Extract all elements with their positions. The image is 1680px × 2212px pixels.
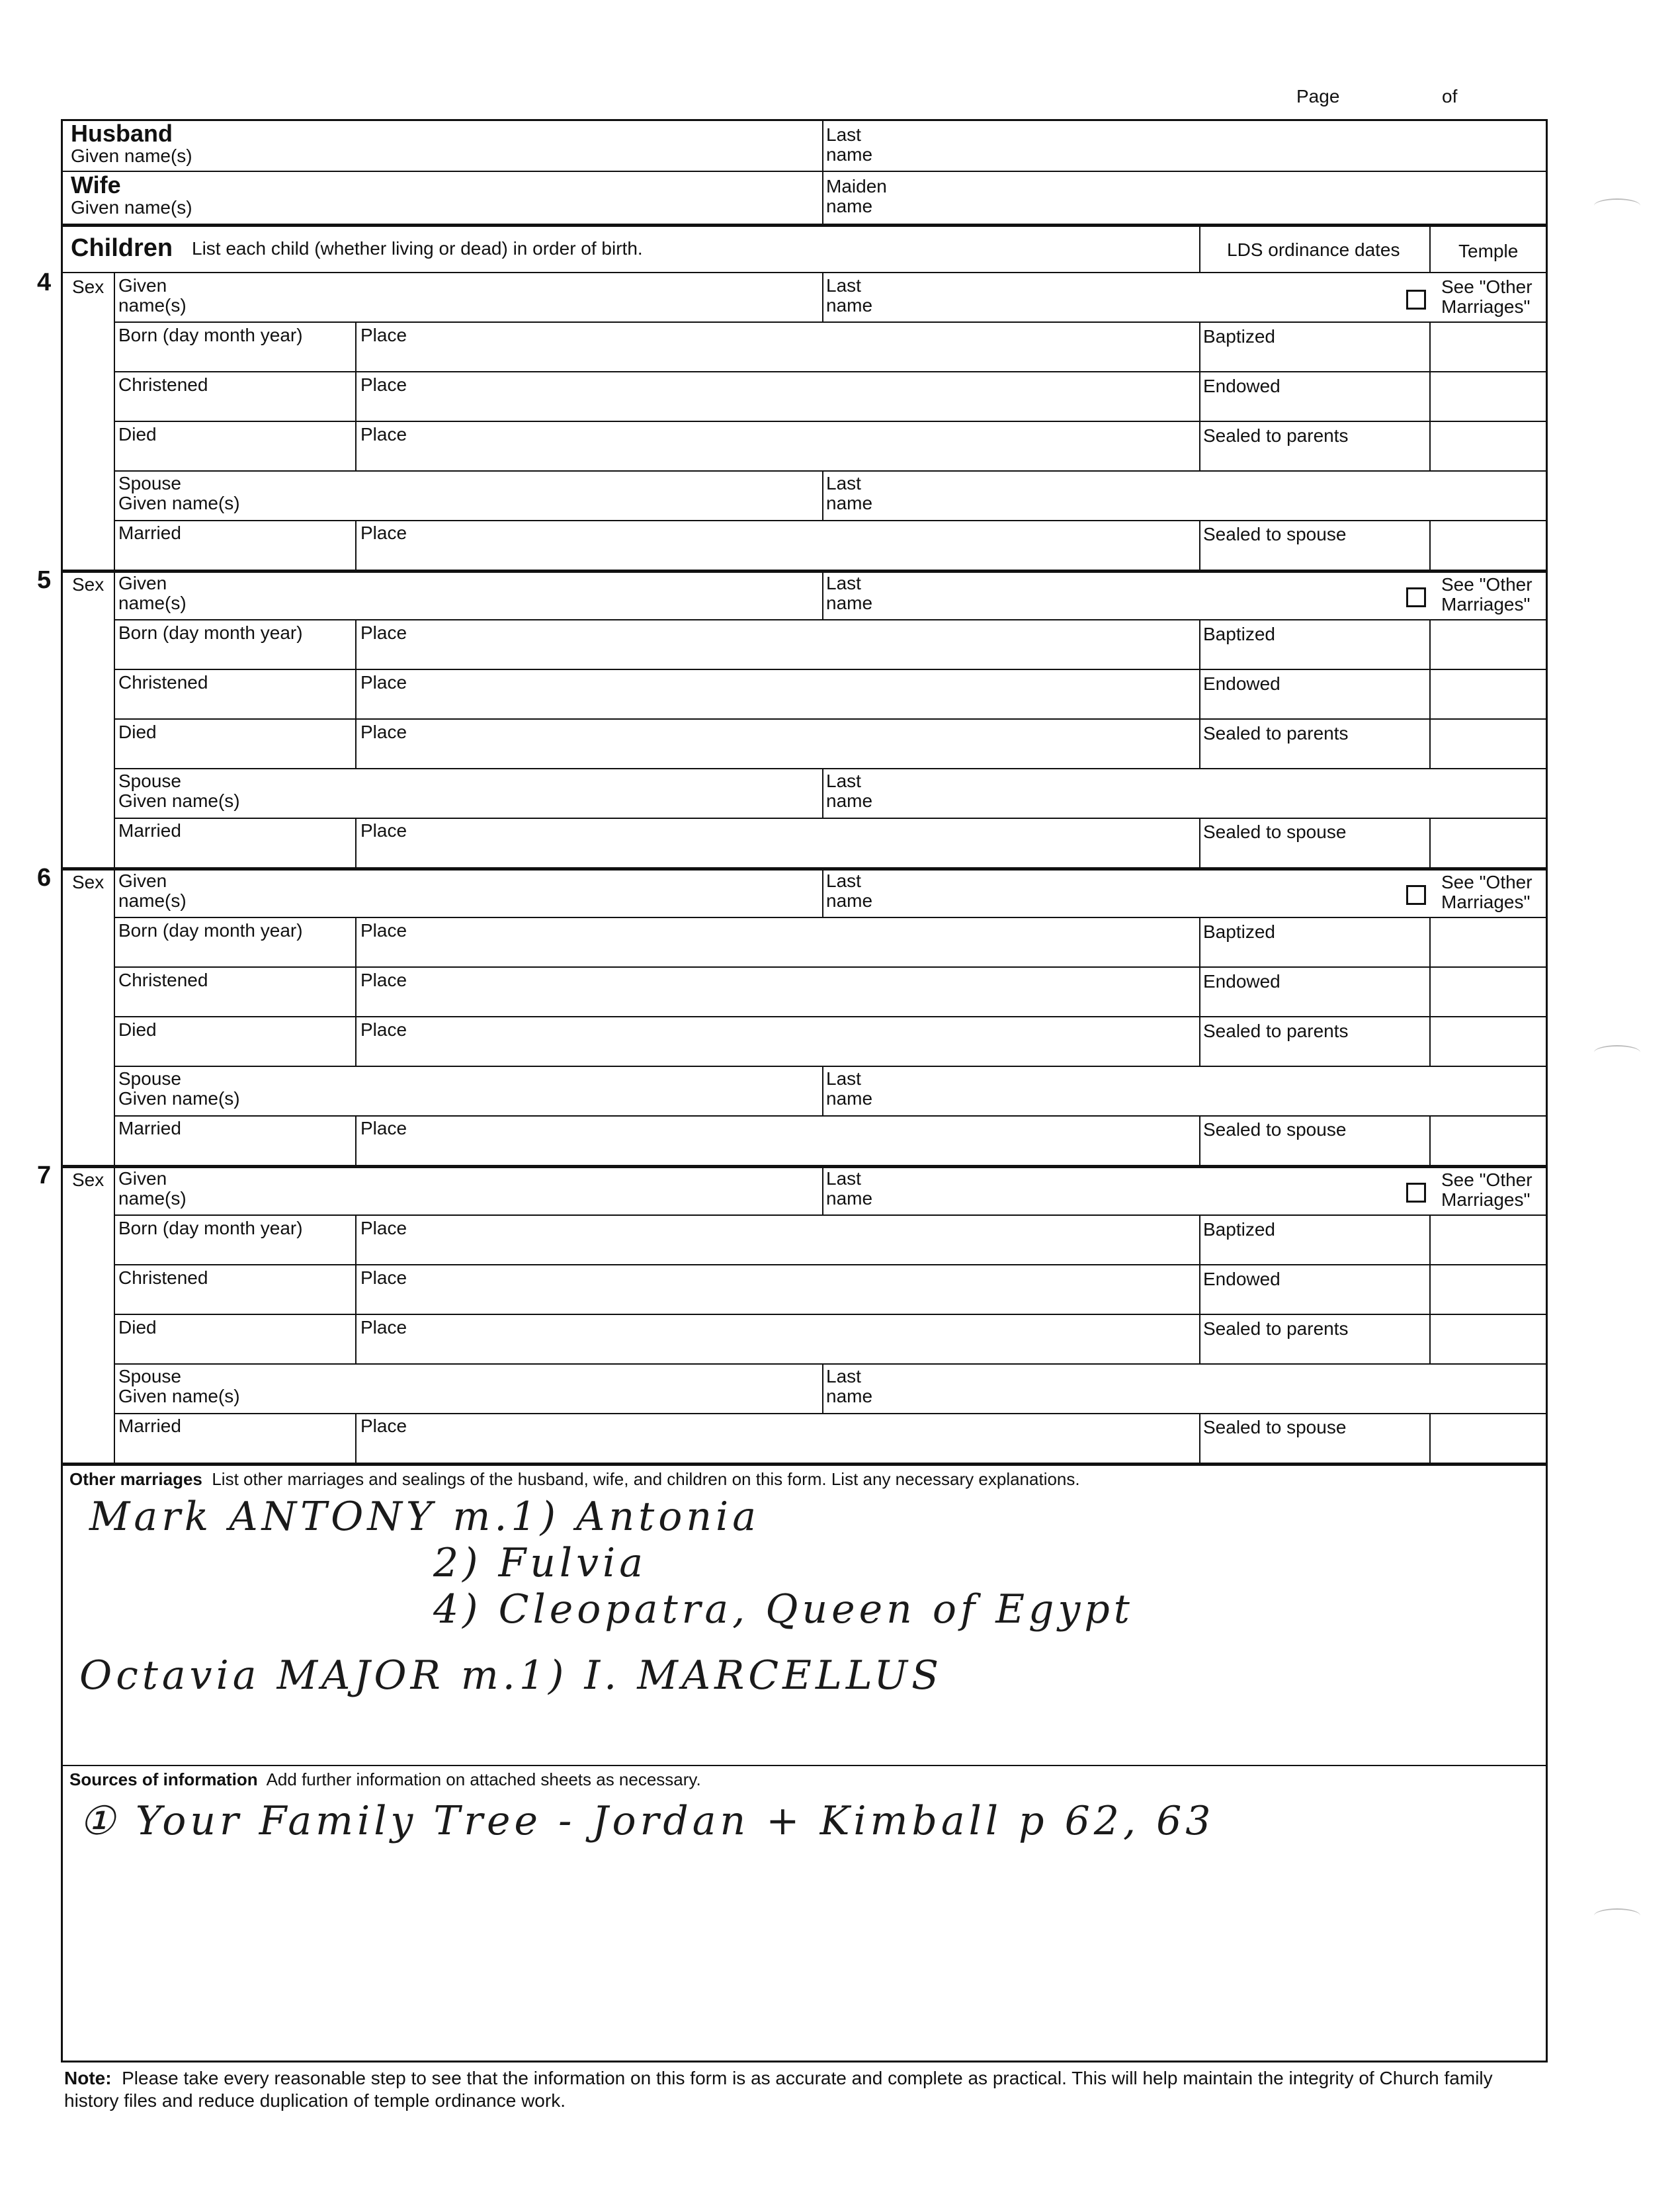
divider xyxy=(822,470,823,520)
place-label: Place xyxy=(360,374,407,395)
see-other-marriages-label: See "Other Marriages" xyxy=(1441,276,1533,317)
married-label: Married xyxy=(118,820,181,841)
sealed-to-parents-label: Sealed to parents xyxy=(1203,1021,1349,1041)
sealed-to-spouse-label: Sealed to spouse xyxy=(1203,822,1347,842)
place-label: Place xyxy=(360,1416,407,1436)
christened-label: Christened xyxy=(118,672,208,693)
last-label: Last name xyxy=(826,1068,873,1109)
died-label: Died xyxy=(118,424,157,445)
divider xyxy=(63,171,1546,172)
divider xyxy=(114,1363,1546,1365)
divider xyxy=(1429,1214,1431,1363)
divider xyxy=(114,1214,1546,1216)
last-label: Last name xyxy=(826,871,873,911)
husband-last-label: Last name xyxy=(826,124,873,165)
divider xyxy=(822,121,823,224)
divider xyxy=(63,1463,1546,1466)
note xyxy=(64,2067,1546,2112)
spouse-label: Spouse Given name(s) xyxy=(118,771,240,811)
note-label: Note: xyxy=(64,2068,112,2088)
child-number: 7 xyxy=(37,1162,52,1189)
spouse-label: Spouse Given name(s) xyxy=(118,473,240,513)
divider xyxy=(1199,520,1200,570)
last-label: Last name xyxy=(826,473,873,513)
divider xyxy=(114,321,1546,323)
divider xyxy=(1199,1115,1200,1165)
sealed-to-parents-label: Sealed to parents xyxy=(1203,425,1349,446)
divider xyxy=(1199,224,1200,272)
divider xyxy=(114,669,1546,670)
divider xyxy=(822,570,823,619)
place-label: Place xyxy=(360,325,407,345)
last-label: Last name xyxy=(826,1168,873,1209)
divider xyxy=(1429,818,1431,867)
divider xyxy=(114,421,1546,422)
child-number: 6 xyxy=(37,864,52,892)
husband-given-label: Given name(s) xyxy=(71,146,192,166)
died-label: Died xyxy=(118,1019,157,1040)
last-label: Last name xyxy=(826,1366,873,1406)
christened-label: Christened xyxy=(118,1267,208,1288)
last-label: Last name xyxy=(826,771,873,811)
given-label: Given name(s) xyxy=(118,275,187,316)
divider xyxy=(1429,1115,1431,1165)
divider xyxy=(1429,224,1431,272)
sealed-to-parents-label: Sealed to parents xyxy=(1203,723,1349,744)
divider xyxy=(114,1264,1546,1265)
divider xyxy=(355,1413,357,1463)
born-label: Born (day month year) xyxy=(118,622,303,643)
married-label: Married xyxy=(118,1118,181,1138)
place-label: Place xyxy=(360,1317,407,1338)
sources-entry: ① Your Family Tree - Jordan + Kimball p 62, 63 xyxy=(79,1798,1215,1844)
sealed-to-spouse-label: Sealed to spouse xyxy=(1203,1417,1347,1437)
born-label: Born (day month year) xyxy=(118,325,303,345)
page-label: Page xyxy=(1296,86,1340,106)
sources-instruction: Add further information on attached sheets as necessary. xyxy=(266,1769,701,1789)
divider xyxy=(63,224,1546,227)
hole-mark xyxy=(1594,198,1640,213)
divider xyxy=(1429,1413,1431,1463)
divider xyxy=(822,768,823,818)
divider xyxy=(114,818,1546,819)
given-label: Given name(s) xyxy=(118,1168,187,1209)
divider xyxy=(114,520,1546,521)
temple-header: Temple xyxy=(1458,241,1519,261)
place-label: Place xyxy=(360,722,407,742)
hole-mark xyxy=(1594,1045,1640,1060)
endowed-label: Endowed xyxy=(1203,673,1281,694)
other-marriages-checkbox[interactable] xyxy=(1406,587,1426,607)
christened-label: Christened xyxy=(118,374,208,395)
sex-label: Sex xyxy=(72,1170,105,1190)
sex-label: Sex xyxy=(72,574,105,595)
children-heading: Children xyxy=(71,234,173,262)
place-label: Place xyxy=(360,1019,407,1040)
baptized-label: Baptized xyxy=(1203,326,1275,347)
divider xyxy=(355,1115,357,1165)
place-label: Place xyxy=(360,1267,407,1288)
place-label: Place xyxy=(360,622,407,643)
divider xyxy=(114,1115,1546,1117)
baptized-label: Baptized xyxy=(1203,921,1275,942)
place-label: Place xyxy=(360,523,407,543)
divider xyxy=(114,966,1546,968)
divider xyxy=(114,768,1546,769)
divider xyxy=(355,818,357,867)
sex-label: Sex xyxy=(72,872,105,892)
divider xyxy=(114,470,1546,472)
divider xyxy=(822,867,823,917)
divider xyxy=(63,272,1546,273)
married-label: Married xyxy=(118,523,181,543)
lds-ordinance-header: LDS ordinance dates xyxy=(1227,239,1400,260)
sealed-to-spouse-label: Sealed to spouse xyxy=(1203,524,1347,544)
spouse-label: Spouse Given name(s) xyxy=(118,1366,240,1406)
divider xyxy=(114,371,1546,372)
wife-maiden-label: Maiden name xyxy=(826,176,887,216)
given-label: Given name(s) xyxy=(118,573,187,613)
family-group-record-form xyxy=(61,119,1548,2063)
place-label: Place xyxy=(360,820,407,841)
note-text: Please take every reasonable step to see that the information on this form is as accurate and complete as practical. This will help maintain the integrity of Church family history files and reduce duplication of temple ordinance work. xyxy=(64,2068,1493,2111)
sealed-to-parents-label: Sealed to parents xyxy=(1203,1318,1349,1339)
divider xyxy=(355,1214,357,1363)
child-number: 4 xyxy=(37,269,52,296)
other-marriages-entry: Mark ANTONY m.1) Antonia xyxy=(89,1494,760,1540)
endowed-label: Endowed xyxy=(1203,376,1281,396)
other-marriages-instruction: List other marriages and sealings of the husband, wife, and children on this form. List any necessary explanations. xyxy=(212,1469,1080,1489)
other-marriages-entry: 2) Fulvia xyxy=(433,1540,647,1586)
other-marriages-checkbox[interactable] xyxy=(1406,290,1426,310)
of-label: of xyxy=(1442,86,1458,106)
divider xyxy=(1429,321,1431,470)
divider xyxy=(1199,818,1200,867)
see-other-marriages-label: See "Other Marriages" xyxy=(1441,872,1533,912)
endowed-label: Endowed xyxy=(1203,1269,1281,1289)
other-marriages-entry: 4) Cleopatra, Queen of Egypt xyxy=(433,1586,1134,1633)
place-label: Place xyxy=(360,970,407,990)
divider xyxy=(1199,1413,1200,1463)
divider xyxy=(1199,1214,1200,1363)
baptized-label: Baptized xyxy=(1203,1219,1275,1240)
hole-mark xyxy=(1594,1908,1640,1923)
divider xyxy=(114,718,1546,720)
place-label: Place xyxy=(360,920,407,941)
divider xyxy=(822,1165,823,1214)
other-marriages-section xyxy=(69,1469,1080,1489)
sex-label: Sex xyxy=(72,276,105,297)
children-instruction: List each child (whether living or dead) in order of birth. xyxy=(192,238,643,259)
divider xyxy=(355,321,357,470)
divider xyxy=(1429,520,1431,570)
died-label: Died xyxy=(118,1317,157,1338)
divider xyxy=(1199,619,1200,768)
wife-heading: Wife xyxy=(71,171,121,198)
place-label: Place xyxy=(360,1218,407,1238)
see-other-marriages-label: See "Other Marriages" xyxy=(1441,1170,1533,1210)
divider xyxy=(822,1066,823,1115)
christened-label: Christened xyxy=(118,970,208,990)
married-label: Married xyxy=(118,1416,181,1436)
other-marriages-checkbox[interactable] xyxy=(1406,885,1426,905)
sealed-to-spouse-label: Sealed to spouse xyxy=(1203,1119,1347,1140)
divider xyxy=(822,1363,823,1413)
sources-section xyxy=(69,1769,701,1789)
divider xyxy=(355,917,357,1066)
divider xyxy=(114,1066,1546,1067)
see-other-marriages-label: See "Other Marriages" xyxy=(1441,574,1533,615)
divider xyxy=(114,1413,1546,1414)
given-label: Given name(s) xyxy=(118,871,187,911)
divider xyxy=(63,1165,1546,1168)
divider xyxy=(63,570,1546,573)
other-marriages-checkbox[interactable] xyxy=(1406,1183,1426,1203)
place-label: Place xyxy=(360,424,407,445)
divider xyxy=(1429,917,1431,1066)
divider xyxy=(822,272,823,321)
child-number: 5 xyxy=(37,566,52,594)
wife-given-label: Given name(s) xyxy=(71,197,192,218)
divider xyxy=(1199,321,1200,470)
born-label: Born (day month year) xyxy=(118,1218,303,1238)
sources-heading: Sources of information xyxy=(69,1769,258,1789)
spouse-label: Spouse Given name(s) xyxy=(118,1068,240,1109)
divider xyxy=(1199,917,1200,1066)
divider xyxy=(114,1016,1546,1017)
divider xyxy=(114,1314,1546,1315)
divider xyxy=(114,619,1546,620)
divider xyxy=(355,520,357,570)
place-label: Place xyxy=(360,1118,407,1138)
endowed-label: Endowed xyxy=(1203,971,1281,992)
other-marriages-entry: Octavia MAJOR m.1) I. MARCELLUS xyxy=(79,1652,943,1699)
other-marriages-heading: Other marriages xyxy=(69,1469,202,1489)
died-label: Died xyxy=(118,722,157,742)
divider xyxy=(63,867,1546,871)
divider xyxy=(114,917,1546,918)
last-label: Last name xyxy=(826,573,873,613)
husband-heading: Husband xyxy=(71,120,173,147)
baptized-label: Baptized xyxy=(1203,624,1275,644)
place-label: Place xyxy=(360,672,407,693)
born-label: Born (day month year) xyxy=(118,920,303,941)
divider xyxy=(63,1765,1546,1766)
last-label: Last name xyxy=(826,275,873,316)
divider xyxy=(355,619,357,768)
divider xyxy=(1429,619,1431,768)
